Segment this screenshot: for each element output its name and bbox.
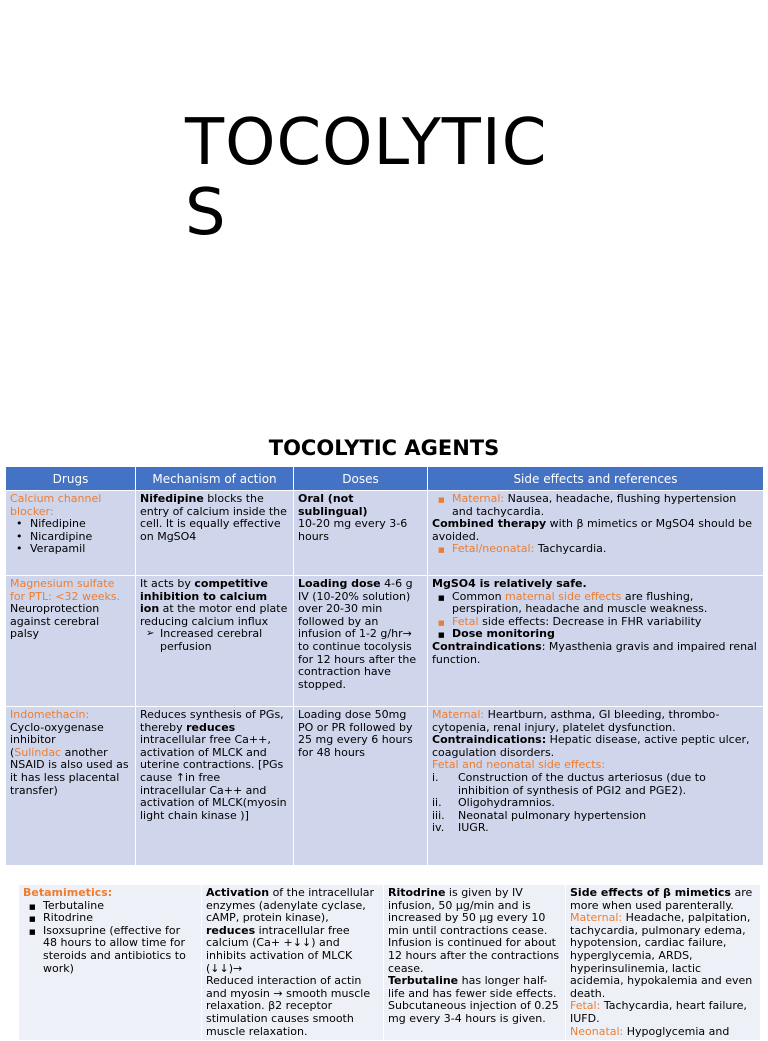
- cell-mechanism: [136, 491, 294, 576]
- fetal-effects-list: [432, 772, 759, 835]
- combined-therapy-text: Combined therapy with β mimetics or MgSO4 should be avoided.: [432, 517, 752, 543]
- cell-doses: Ritodrine is given by IV infusion, 50 μg/min and is increased by 50 μg every 10 min until contractions cease. Infusion is continued for about 12 hours after the contractions cease. Terbutaline has longer half-life and has fewer side effects. Subcutaneous injection of 0.25 mg every 3-4 hours is given.: [384, 885, 566, 1041]
- mech-bold: Nifedipine: [140, 492, 204, 505]
- table-row: [6, 576, 764, 707]
- cell-doses: Loading dose 50mg PO or PR followed by 25 mg every 6 hours for 48 hours: [294, 707, 428, 866]
- cell-mechanism: Reduces synthesis of PGs, thereby reduces intracellular free Ca++, activation of MLCK and uterine contractions. [PGs cause ↑in free intracellular Ca++ and activation of MLCK(myosin light chain kinase )]: [136, 707, 294, 866]
- list-item: ■ Fetal side effects: Decrease in FHR variability: [452, 616, 759, 629]
- list-item: ii. Oligohydramnios.: [432, 796, 555, 810]
- cell-doses: [294, 491, 428, 576]
- table-row: [6, 491, 764, 576]
- header-mechanism: Mechanism of action: [136, 467, 294, 491]
- header-drugs: Drugs: [6, 467, 136, 491]
- cell-mechanism: Activation of the intracellular enzymes (adenylate cyclase, cAMP, protein kinase), reduces intracellular free calcium (Ca+ +↓↓) and inhibits activation of MLCK (↓↓)→ Reduced interaction of actin and myosin → smooth muscle relaxation. β2 receptor stimulation causes smooth muscle relaxation.: [202, 885, 384, 1041]
- list-item: iv. IUGR.: [432, 821, 489, 835]
- drug-list: [10, 518, 131, 556]
- list-item: • Verapamil: [30, 543, 131, 556]
- list-item: ■ Terbutaline: [43, 900, 197, 913]
- cell-drugs: [6, 491, 136, 576]
- list-item: iii. Neonatal pulmonary hypertension: [432, 808, 647, 822]
- cell-mechanism: It acts by competitive inhibition to calcium ion at the motor end plate reducing calcium influx ➢ Increased cerebral perfusion: [136, 576, 294, 707]
- drug-class-label: Calcium channel blocker:: [10, 492, 102, 518]
- cell-side-effects: Maternal: Heartburn, asthma, GI bleeding, thrombo-cytopenia, renal injury, platelet dysfunction. Contraindications: Hepatic disease, active peptic ulcer, coagulation disorders. Fetal and neonatal side effects: i. Construction of the ductus arteriosus (due to inhibition of synthesis of PGI2 and PGE2). ii. Oligohydramnios. iii. Neonatal pulmonary hypertension iv. IUGR.: [428, 707, 764, 866]
- cell-doses: Loading dose 4-6 g IV (10-20% solution) over 20-30 min followed by an infusion of 1-2 g/hr→ to continue tocolysis for 12 hours after the contraction have stopped.: [294, 576, 428, 707]
- list-item: ■ Isoxsuprine (effective for 48 hours to allow time for steroids and antibiotics to work): [43, 925, 197, 975]
- cell-side-effects: [428, 491, 764, 576]
- list-item: ➢ Increased cerebral perfusion: [160, 628, 289, 653]
- table-row: [6, 707, 764, 866]
- list-item: • Nicardipine: [30, 531, 131, 544]
- list-item: ■ Common maternal side effects are flushing, perspiration, headache and muscle weakness.: [452, 591, 759, 616]
- drug-desc: Cyclo-oxygenase inhibitor: [10, 720, 104, 747]
- list-item: ■ Ritodrine: [43, 912, 197, 925]
- section-title: TOCOLYTIC AGENTS: [268, 436, 500, 460]
- drug-class-label: Betamimetics:: [23, 886, 113, 899]
- list-item: • Nifedipine: [30, 518, 131, 531]
- tocolytic-agents-table: [5, 466, 764, 866]
- cell-side-effects: MgSO4 is relatively safe. ■ Common maternal side effects are flushing, perspiration, headache and muscle weakness. ■ Fetal side effects: Decrease in FHR variability ■ Dose monitoring Contraindications: Myasthenia gravis and impaired renal function.: [428, 576, 764, 707]
- slide-title: TOCOLYTICS: [185, 106, 548, 250]
- list-item: ■ Maternal: Nausea, headache, flushing hypertension and tachycardia.: [452, 493, 759, 518]
- header-side-effects: Side effects and references: [428, 467, 764, 491]
- list-item: i. Construction of the ductus arteriosus (due to inhibition of synthesis of PGI2 and PGE2).: [432, 770, 706, 797]
- table-header-row: [6, 467, 764, 491]
- drug-list: [23, 900, 197, 976]
- cell-drugs: [19, 885, 202, 1041]
- dose-text: 10-20 mg every 3-6 hours: [298, 517, 408, 543]
- se-heading: MgSO4 is relatively safe.: [432, 577, 587, 590]
- fetal-heading: Fetal and neonatal side effects:: [432, 758, 606, 772]
- drug-name: Indomethacin:: [10, 708, 90, 721]
- list-item: ■ Dose monitoring: [452, 628, 759, 641]
- drug-name: Magnesium sulfate for PTL: <32 weeks.: [10, 577, 121, 603]
- header-doses: Doses: [294, 467, 428, 491]
- betamimetics-table: [18, 884, 761, 1041]
- list-item: ■ Fetal/neonatal: Tachycardia.: [452, 543, 759, 556]
- cell-side-effects: Side effects of β mimetics are more when used parenterally. Maternal: Headache, palpitation, tachycardia, pulmonary edema, hypotension, cardiac failure, hyperglycemia, ARDS, hyperinsulinemia, lactic acidemia, hypokalemia and even death. Fetal: Tachycardia, heart failure, IUFD. Neonatal: Hypoglycemia and: [566, 885, 761, 1041]
- table-row: [19, 885, 761, 1041]
- drug-note: Neuroprotection against cerebral palsy: [10, 602, 100, 641]
- cell-drugs: [6, 576, 136, 707]
- cell-drugs: Indomethacin: Cyclo-oxygenase inhibitor (Sulindac another NSAID is also used as it has less placental transfer): [6, 707, 136, 866]
- dose-bold: Oral (not sublingual): [298, 492, 368, 518]
- mech-text: blocks the entry of calcium inside the cell. It is equally effective on MgSO4: [140, 492, 287, 543]
